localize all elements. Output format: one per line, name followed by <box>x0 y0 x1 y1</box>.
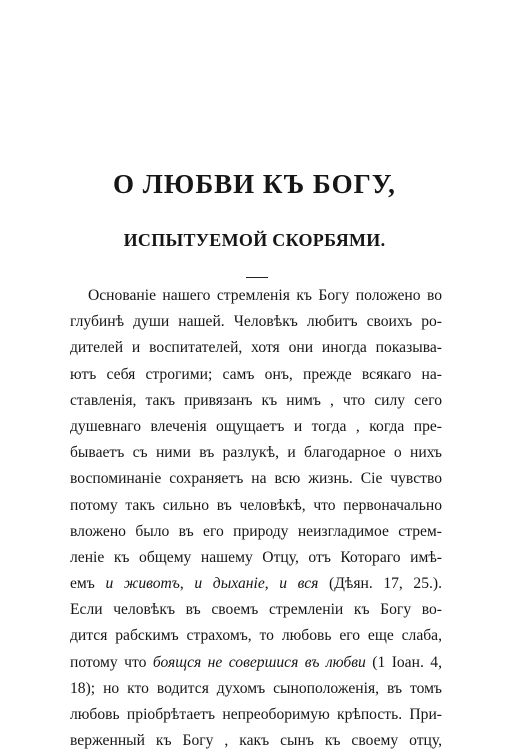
text-line <box>70 414 442 440</box>
text-line <box>70 545 442 571</box>
italic-quote: и животъ <box>105 575 180 593</box>
text-segment: ютъ себя строгими; самъ онъ, прежде всякаго на- <box>70 365 442 383</box>
text-line <box>70 623 442 649</box>
text-segment: (1 Іоан. 4, <box>365 653 442 671</box>
text-line <box>70 702 442 728</box>
text-line <box>70 519 442 545</box>
text-segment: вложено было въ его природу неизгладимое стрем- <box>70 522 442 540</box>
text-segment: , <box>179 575 195 593</box>
text-line <box>70 440 442 466</box>
text-segment: дителей и воспитателей, хотя они иногда показыва- <box>70 339 442 357</box>
text-segment: леніе къ общему нашему Отцу, отъ Котораго имѣ- <box>70 548 442 566</box>
text-line <box>70 362 442 388</box>
section-divider <box>246 277 268 278</box>
text-segment: ставленія, такъ привязанъ къ нимъ , что силу сего <box>70 391 442 409</box>
chapter-subtitle: ИСПЫТУЕМОЙ СКОРБЯМИ. <box>123 230 386 250</box>
text-line <box>70 309 442 335</box>
text-segment: верженный къ Богу , какъ сынъ къ своему отцу, <box>70 732 442 750</box>
text-segment: 18); но кто водится духомъ сыноположенія, въ томъ <box>70 679 442 697</box>
text-line <box>70 676 442 702</box>
text-segment: душевнаго влеченія ощущаетъ и тогда , когда пре- <box>70 417 442 435</box>
text-line <box>70 650 442 676</box>
text-line <box>70 466 442 492</box>
text-segment: емъ <box>70 575 106 593</box>
text-segment: любовь пріобрѣтаетъ непреоборимую крѣпость. При- <box>70 706 442 723</box>
text-line <box>70 728 442 754</box>
text-segment: воспоминаніе сохраняетъ на всю жизнь. Сіе чувство <box>70 470 442 488</box>
text-line <box>70 283 442 309</box>
text-segment: потому что <box>70 653 153 671</box>
text-segment: бываетъ съ ними въ разлукѣ, и благодарное о нихъ <box>70 444 442 462</box>
text-segment: Основаніе нашего стремленія къ Богу положено во <box>88 287 442 304</box>
chapter-title: О ЛЮБВИ КЪ БОГУ, <box>113 169 396 199</box>
text-segment: дится рабскимъ страхомъ, то любовь его еще слаба, <box>70 627 442 645</box>
text-line <box>70 493 442 519</box>
text-segment: потому такъ сильно въ человѣкѣ, что первоначально <box>70 496 442 514</box>
text-line <box>70 571 442 597</box>
text-line <box>70 388 442 414</box>
italic-quote: боящся не совершися въ любви <box>152 653 366 671</box>
italic-quote: и дыханіе <box>194 575 265 593</box>
text-segment: Если человѣкъ въ своемъ стремленіи къ Богу во- <box>70 601 442 619</box>
text-segment: , <box>264 575 280 593</box>
text-segment: (Дѣян. 17, 25.). <box>318 575 443 593</box>
text-segment: глубинѣ души нашей. Человѣкъ любитъ своихъ ро- <box>70 313 442 331</box>
body-text <box>70 283 442 754</box>
italic-quote: и вся <box>279 575 319 593</box>
text-line <box>70 597 442 623</box>
text-line <box>70 335 442 361</box>
